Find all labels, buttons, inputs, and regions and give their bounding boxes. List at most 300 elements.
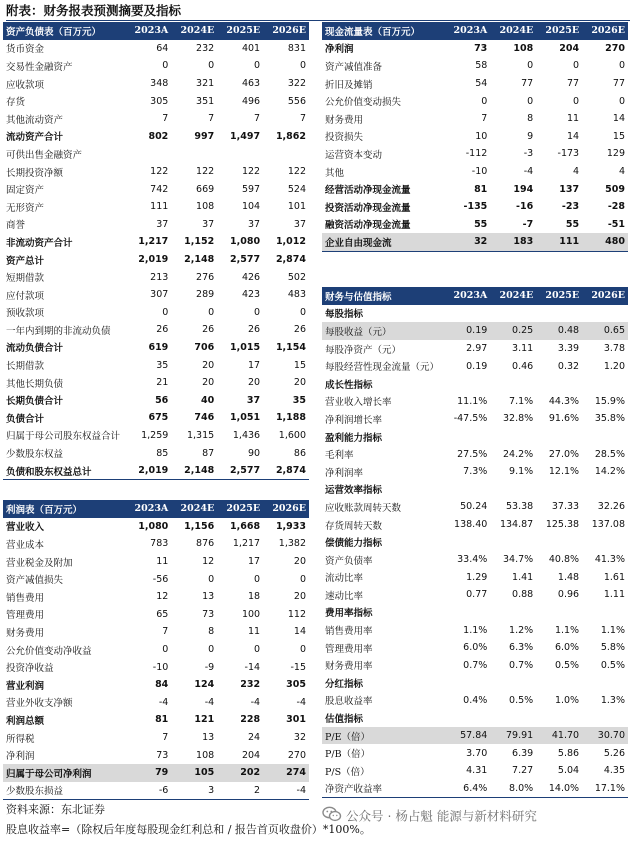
cell-value: 15 bbox=[612, 130, 625, 142]
cell-value: 7 bbox=[208, 113, 215, 125]
cell-value: 6.0% bbox=[463, 642, 488, 654]
cell-value: 0 bbox=[208, 306, 215, 318]
cell-value: 26 bbox=[293, 324, 306, 336]
cell-value: 742 bbox=[150, 183, 169, 195]
table-row bbox=[3, 746, 309, 764]
cell-value: 0 bbox=[254, 306, 261, 318]
cell-value: 54 bbox=[475, 78, 488, 90]
cell-value: 0.19 bbox=[466, 360, 488, 372]
cell-value: 1,080 bbox=[230, 236, 261, 248]
table-row bbox=[322, 516, 628, 534]
cell-value: 137 bbox=[559, 183, 580, 195]
table-header-row bbox=[322, 287, 628, 305]
cell-value: 6.4% bbox=[444, 780, 490, 798]
cell-value: 7 bbox=[299, 113, 306, 125]
table-row bbox=[322, 551, 628, 569]
cell-value: 122 bbox=[196, 166, 215, 178]
table-row bbox=[3, 518, 309, 536]
table-row bbox=[322, 674, 628, 692]
balance-sheet-panel bbox=[3, 22, 309, 480]
year-header: 2024E bbox=[490, 287, 536, 305]
cell-value: 14 bbox=[612, 113, 625, 125]
cell-value bbox=[444, 709, 490, 727]
cell-value: 11 bbox=[566, 113, 580, 125]
cell-value: 401 bbox=[241, 42, 261, 54]
cell-value: -56 bbox=[152, 573, 169, 585]
cell-value: 183 bbox=[490, 233, 536, 251]
year-header: 2023A bbox=[125, 500, 171, 518]
row-label: 资产负债率 bbox=[325, 555, 373, 567]
row-label: 其他长期负债 bbox=[6, 378, 64, 390]
cell-value: 77 bbox=[612, 78, 625, 90]
cell-value: 3 bbox=[171, 782, 217, 800]
cell-value: 17 bbox=[247, 359, 261, 371]
cell-value: 351 bbox=[196, 95, 215, 107]
row-label: P/B（倍） bbox=[325, 749, 371, 761]
cell-value bbox=[536, 481, 582, 499]
table-row bbox=[3, 251, 309, 269]
cell-value: 783 bbox=[150, 538, 169, 550]
cell-value: 111 bbox=[150, 201, 169, 213]
cell-value bbox=[582, 533, 628, 551]
table-row bbox=[322, 110, 628, 128]
row-label: P/E（倍） bbox=[322, 727, 444, 745]
cell-value: 35 bbox=[292, 394, 306, 406]
table-row bbox=[3, 180, 309, 198]
cell-value: 108 bbox=[513, 42, 534, 54]
cell-value: 0 bbox=[618, 60, 625, 72]
cell-value: 556 bbox=[287, 95, 306, 107]
year-header: 2026E bbox=[582, 22, 628, 40]
row-label: 公允价值变动净收益 bbox=[6, 645, 92, 657]
table-row bbox=[322, 621, 628, 639]
cell-value bbox=[536, 674, 582, 692]
table-row bbox=[3, 782, 309, 800]
row-label: 应收款项 bbox=[6, 79, 45, 91]
row-label: 偿债能力指标 bbox=[325, 538, 383, 550]
balance-sheet-table bbox=[3, 22, 309, 480]
cell-value: 5.8% bbox=[600, 642, 625, 654]
cell-value: 7 bbox=[162, 626, 169, 638]
row-label: 流动比率 bbox=[325, 573, 364, 585]
row-label: 资产减值准备 bbox=[325, 61, 383, 73]
table-row bbox=[322, 780, 628, 798]
row-label: 销售费用 bbox=[6, 592, 45, 604]
table-row bbox=[322, 463, 628, 481]
year-header: 2024E bbox=[171, 22, 217, 40]
cell-value: 11 bbox=[156, 556, 169, 568]
cell-value: 100 bbox=[241, 608, 261, 620]
row-label: 费用率指标 bbox=[325, 608, 373, 620]
cell-value: 0.77 bbox=[466, 589, 488, 601]
cell-value: 17 bbox=[247, 556, 261, 568]
cell-value: 0 bbox=[573, 60, 580, 72]
row-label: 负债和股东权益总计 bbox=[3, 462, 125, 480]
table-row bbox=[3, 409, 309, 427]
row-label: 货币资金 bbox=[6, 44, 45, 56]
row-label: 盈利能力指标 bbox=[325, 432, 383, 444]
cell-value: 2,148 bbox=[184, 254, 215, 266]
row-label: 负债合计 bbox=[6, 413, 45, 425]
cell-value: 8 bbox=[527, 113, 534, 125]
cell-value: 301 bbox=[286, 714, 306, 726]
year-header: 2024E bbox=[490, 22, 536, 40]
row-label: 少数股东损益 bbox=[3, 782, 125, 800]
cell-value: 0 bbox=[299, 644, 306, 656]
cell-value: 12.1% bbox=[548, 466, 580, 478]
cell-value: 8 bbox=[208, 626, 215, 638]
cell-value: 1.20 bbox=[603, 360, 625, 372]
row-label: 每股收益（元） bbox=[322, 322, 444, 340]
cell-value: 18 bbox=[247, 591, 261, 603]
cell-value: 0.46 bbox=[512, 360, 534, 372]
cell-value: 85 bbox=[156, 447, 169, 459]
cell-value: 0 bbox=[527, 95, 534, 107]
table-row bbox=[3, 233, 309, 251]
cell-value: 4.35 bbox=[603, 765, 625, 777]
table-row bbox=[3, 92, 309, 110]
cell-value bbox=[536, 604, 582, 622]
cell-value bbox=[490, 604, 536, 622]
cell-value: 26 bbox=[202, 324, 215, 336]
cell-value: 13 bbox=[202, 732, 215, 744]
table-row bbox=[322, 145, 628, 163]
cell-value: 1,051 bbox=[230, 412, 261, 424]
cell-value: 0.5% bbox=[554, 659, 580, 671]
cell-value: 2.97 bbox=[466, 343, 488, 355]
cell-value: 0 bbox=[208, 573, 215, 585]
row-label: 利润总额 bbox=[6, 715, 45, 727]
cell-value: 831 bbox=[287, 42, 306, 54]
cell-value: 0 bbox=[162, 644, 169, 656]
cell-value: 746 bbox=[194, 412, 215, 424]
cell-value: 0 bbox=[162, 60, 169, 72]
cell-value: 129 bbox=[606, 148, 625, 160]
valuation-panel bbox=[322, 287, 628, 798]
cell-value: 1.11 bbox=[603, 589, 625, 601]
table-row bbox=[322, 357, 628, 375]
table-row bbox=[322, 481, 628, 499]
cell-value: 20 bbox=[247, 377, 261, 389]
cell-value: 0 bbox=[254, 644, 261, 656]
cell-value: 9.1% bbox=[509, 466, 534, 478]
table-row bbox=[3, 75, 309, 93]
cell-value: 41.3% bbox=[594, 554, 625, 566]
cell-value: 2 bbox=[217, 782, 263, 800]
cell-value bbox=[490, 533, 536, 551]
cash-flow-table bbox=[322, 22, 628, 252]
cell-value: -4 bbox=[523, 166, 534, 178]
cell-value: 1.41 bbox=[512, 571, 534, 583]
cell-value: 26 bbox=[156, 324, 169, 336]
table-row bbox=[322, 198, 628, 216]
year-header: 2026E bbox=[263, 500, 309, 518]
cell-value: 307 bbox=[150, 289, 169, 301]
cell-value: 669 bbox=[196, 183, 215, 195]
row-label: 资产总计 bbox=[6, 255, 45, 267]
cell-value: -4 bbox=[296, 696, 306, 708]
cell-value: 56 bbox=[155, 394, 169, 406]
cell-value: 1,080 bbox=[138, 520, 169, 532]
cell-value bbox=[536, 305, 582, 323]
cell-value: 86 bbox=[293, 447, 306, 459]
cell-value: -4 bbox=[158, 696, 169, 708]
cell-value: 0.4% bbox=[463, 694, 488, 706]
table-title: 利润表（百万元） bbox=[3, 500, 125, 518]
cell-value: 20 bbox=[293, 556, 306, 568]
cell-value: -10 bbox=[471, 166, 488, 178]
table-title: 现金流量表（百万元） bbox=[322, 22, 444, 40]
row-label: 营业税金及附加 bbox=[6, 557, 73, 569]
cell-value bbox=[536, 375, 582, 393]
cell-value: 121 bbox=[194, 714, 215, 726]
cell-value: 0 bbox=[618, 95, 625, 107]
row-label: 营业收入增长率 bbox=[325, 397, 392, 409]
cell-value: 1,315 bbox=[186, 429, 215, 441]
row-label: 交易性金融资产 bbox=[6, 61, 73, 73]
cell-value: 20 bbox=[202, 377, 215, 389]
cell-value: -4 bbox=[263, 782, 309, 800]
table-row bbox=[322, 128, 628, 146]
source-note: 资料来源：东北证券 bbox=[6, 803, 105, 816]
cell-value: -4 bbox=[204, 696, 215, 708]
cell-value: 1,668 bbox=[230, 520, 261, 532]
table-row bbox=[322, 92, 628, 110]
row-label: 资产减值损失 bbox=[6, 575, 64, 587]
row-label: 预收款项 bbox=[6, 308, 45, 320]
cell-value: -4 bbox=[250, 696, 261, 708]
cell-value: 30.70 bbox=[582, 727, 628, 745]
table-row bbox=[322, 216, 628, 234]
cell-value: 2,019 bbox=[138, 254, 169, 266]
cell-value: 1.2% bbox=[509, 624, 534, 636]
cell-value: 2,577 bbox=[217, 462, 263, 480]
cell-value: 55 bbox=[565, 218, 580, 230]
cell-value: 79 bbox=[125, 764, 171, 782]
table-header-row bbox=[3, 500, 309, 518]
table-row bbox=[3, 658, 309, 676]
cell-value bbox=[582, 428, 628, 446]
cell-value: 502 bbox=[287, 271, 306, 283]
table-row bbox=[322, 375, 628, 393]
cell-value: 33.4% bbox=[457, 554, 488, 566]
cell-value: 1.48 bbox=[557, 571, 580, 583]
table-row bbox=[322, 75, 628, 93]
cell-value: 11.1% bbox=[457, 395, 488, 407]
cell-value: 91.6% bbox=[548, 413, 580, 425]
cell-value: 9 bbox=[527, 130, 534, 142]
cell-value: 0 bbox=[573, 95, 580, 107]
cell-value: 3.11 bbox=[512, 343, 534, 355]
cell-value: 108 bbox=[196, 749, 215, 761]
table-row bbox=[3, 641, 309, 659]
cell-value: 84 bbox=[155, 679, 169, 691]
cell-value: 81 bbox=[474, 183, 488, 195]
cell-value: 77 bbox=[521, 78, 534, 90]
cell-value: 509 bbox=[605, 183, 625, 195]
cell-value: -14 bbox=[244, 661, 261, 673]
cell-value: 101 bbox=[287, 201, 306, 213]
cell-value: 73 bbox=[474, 42, 488, 54]
cell-value: 2,874 bbox=[263, 462, 309, 480]
row-label: 运营资本变动 bbox=[325, 149, 383, 161]
cell-value: 27.5% bbox=[457, 448, 488, 460]
cell-value: 27.0% bbox=[548, 448, 580, 460]
table-row bbox=[322, 393, 628, 411]
row-label: 存货 bbox=[6, 97, 26, 109]
table-row bbox=[322, 762, 628, 780]
cell-value: 4 bbox=[573, 166, 580, 178]
row-label: 管理费用 bbox=[6, 610, 45, 622]
cell-value: 37.33 bbox=[551, 501, 580, 513]
cell-value: 134.87 bbox=[499, 519, 534, 531]
row-label: 速动比率 bbox=[325, 590, 364, 602]
table-row bbox=[3, 729, 309, 747]
cell-value: 79.91 bbox=[490, 727, 536, 745]
row-label: 一年内到期的非流动负债 bbox=[6, 325, 111, 337]
cash-flow-panel bbox=[322, 22, 628, 252]
cell-value: 463 bbox=[241, 78, 261, 90]
cell-value: 7 bbox=[481, 113, 488, 125]
row-label: 折旧及摊销 bbox=[325, 79, 373, 91]
cell-value: 2,148 bbox=[171, 462, 217, 480]
year-header: 2026E bbox=[263, 22, 309, 40]
cell-value bbox=[444, 674, 490, 692]
cell-value: 7.3% bbox=[463, 466, 488, 478]
cell-value bbox=[582, 481, 628, 499]
row-label: 营业利润 bbox=[6, 680, 45, 692]
cell-value: 0.65 bbox=[582, 322, 628, 340]
table-row bbox=[3, 588, 309, 606]
cell-value: 0 bbox=[208, 60, 215, 72]
cell-value bbox=[582, 604, 628, 622]
row-label: 净资产收益率 bbox=[322, 780, 444, 798]
cell-value: 1,436 bbox=[232, 429, 261, 441]
cell-value: 0 bbox=[162, 306, 169, 318]
row-label: 财务费用 bbox=[6, 627, 45, 639]
cell-value bbox=[444, 604, 490, 622]
cell-value: 2,577 bbox=[230, 254, 261, 266]
cell-value: 37 bbox=[293, 218, 306, 230]
cell-value: 0 bbox=[299, 306, 306, 318]
row-label: 经营活动净现金流量 bbox=[325, 185, 411, 197]
year-header: 2023A bbox=[125, 22, 171, 40]
cell-value: 3.70 bbox=[466, 747, 488, 759]
cell-value: 6.0% bbox=[554, 642, 580, 654]
cell-value: 597 bbox=[241, 183, 261, 195]
cell-value: 15 bbox=[293, 359, 306, 371]
cell-value: 14 bbox=[293, 626, 306, 638]
row-label: 每股指标 bbox=[325, 309, 364, 321]
cell-value: 6.3% bbox=[509, 642, 534, 654]
row-label: 净利润率 bbox=[325, 467, 364, 479]
cell-value: 228 bbox=[240, 714, 261, 726]
cell-value: 17.1% bbox=[582, 780, 628, 798]
cell-value: -7 bbox=[522, 218, 534, 230]
table-header-row bbox=[3, 22, 309, 40]
cell-value: 32.26 bbox=[597, 501, 625, 513]
table-row bbox=[322, 533, 628, 551]
cell-value: 202 bbox=[217, 764, 263, 782]
cell-value: 0.19 bbox=[444, 322, 490, 340]
cell-value bbox=[582, 709, 628, 727]
cell-value: 125.38 bbox=[545, 519, 580, 531]
cell-value: 0 bbox=[208, 644, 215, 656]
cell-value: 6.39 bbox=[512, 747, 534, 759]
cell-value: 1,152 bbox=[184, 236, 215, 248]
cell-value: 12 bbox=[202, 556, 215, 568]
cell-value: 37 bbox=[202, 218, 215, 230]
table-row bbox=[3, 391, 309, 409]
cell-value: 1.29 bbox=[466, 571, 488, 583]
row-label: 投资净收益 bbox=[6, 663, 54, 675]
cell-value: 32.8% bbox=[503, 413, 534, 425]
row-label: P/S（倍） bbox=[325, 766, 370, 778]
cell-value: 87 bbox=[202, 447, 215, 459]
cell-value: 53.38 bbox=[505, 501, 534, 513]
cell-value: 137.08 bbox=[591, 519, 625, 531]
cell-value: 65 bbox=[156, 608, 169, 620]
cell-value: 77 bbox=[566, 78, 580, 90]
cell-value: 3.78 bbox=[603, 343, 625, 355]
row-label: 运营效率指标 bbox=[325, 485, 383, 497]
cell-value: 10 bbox=[475, 130, 488, 142]
row-label: 融资活动净现金流量 bbox=[325, 220, 411, 232]
cell-value: 322 bbox=[287, 78, 306, 90]
cell-value: 1.1% bbox=[463, 624, 488, 636]
cell-value: 1,497 bbox=[230, 130, 261, 142]
cell-value: 1.61 bbox=[603, 571, 625, 583]
year-header: 2025E bbox=[536, 287, 582, 305]
cell-value: 0 bbox=[254, 573, 261, 585]
cell-value bbox=[217, 145, 263, 163]
table-row bbox=[322, 305, 628, 323]
cell-value: 104 bbox=[241, 201, 261, 213]
table-row bbox=[3, 268, 309, 286]
table-row bbox=[322, 57, 628, 75]
cell-value: 112 bbox=[287, 608, 306, 620]
cell-value: 7.27 bbox=[512, 765, 534, 777]
row-label: 所得税 bbox=[6, 733, 35, 745]
cell-value: 20 bbox=[293, 591, 306, 603]
table-row bbox=[322, 180, 628, 198]
table-row bbox=[3, 374, 309, 392]
cell-value: -23 bbox=[561, 201, 580, 213]
cell-value: 1.1% bbox=[600, 624, 625, 636]
cell-value: 73 bbox=[202, 608, 215, 620]
table-row bbox=[3, 321, 309, 339]
year-header: 2023A bbox=[444, 22, 490, 40]
row-label: 长期负债合计 bbox=[6, 396, 64, 408]
row-label: 营业成本 bbox=[6, 539, 45, 551]
cell-value: 876 bbox=[196, 538, 215, 550]
table-row bbox=[322, 586, 628, 604]
row-label: 成长性指标 bbox=[325, 379, 373, 391]
cell-value: 997 bbox=[194, 130, 215, 142]
row-label: 毛利率 bbox=[325, 450, 354, 462]
cell-value: 0.32 bbox=[557, 360, 580, 372]
table-row bbox=[3, 570, 309, 588]
cell-value bbox=[536, 709, 582, 727]
cell-value bbox=[490, 709, 536, 727]
row-label: 净利润增长率 bbox=[325, 414, 383, 426]
cell-value: 305 bbox=[286, 679, 306, 691]
cell-value: 13 bbox=[202, 591, 215, 603]
year-header: 2026E bbox=[582, 287, 628, 305]
income-statement-table bbox=[3, 500, 309, 800]
table-header-row bbox=[322, 22, 628, 40]
cell-value: 35 bbox=[156, 359, 169, 371]
